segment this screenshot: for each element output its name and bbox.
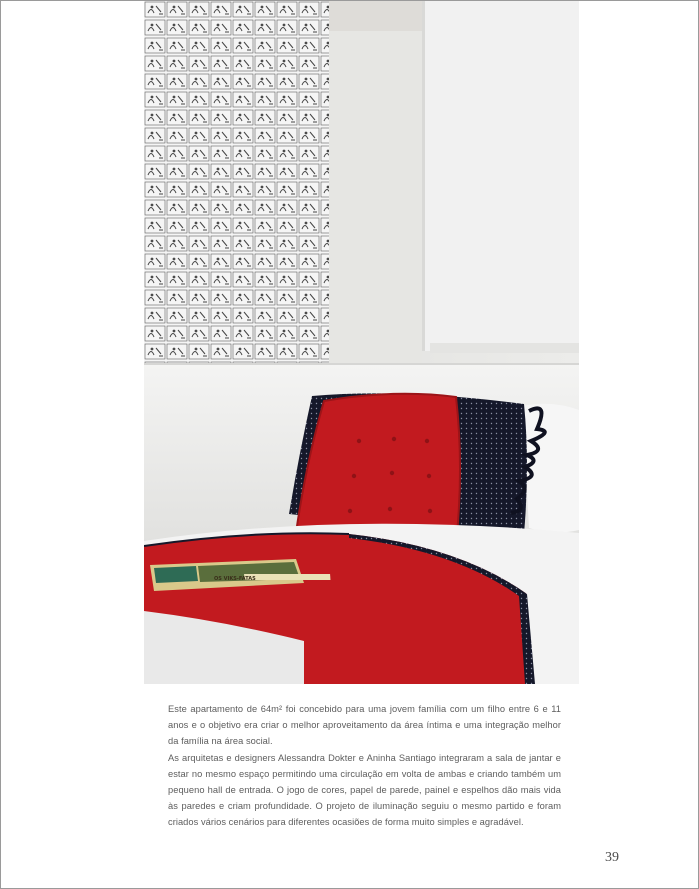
- paragraph-1: Este apartamento de 64m² foi concebido para uma jovem família com um filho entre 6 e 11 anos e o objetivo era criar o melhor aproveitamento da área íntima e uma integração melhor da família na área social.: [168, 704, 561, 747]
- page-number: 39: [605, 850, 619, 865]
- paragraph-2: As arquitetas e designers Alessandra Dokter e Aninha Santiago integraram a sala de jantar e estar no mesmo espaço permitindo uma circulação em volta de ambas e criando também um pequeno hall de entrada. O jogo de cores, papel de parede, painel e espelhos dão mais vida às paredes e criam profundidade. O projeto de iluminação seguiu o mesmo partido e foram criados vários cenários para diferentes ocasiões de forma muito simples e agradável.: [168, 752, 561, 828]
- article-body: [168, 701, 561, 831]
- window-blind: [422, 1, 579, 351]
- book-title: OS VIKS-FATAS: [214, 576, 256, 582]
- bedroom-photo: [144, 1, 579, 684]
